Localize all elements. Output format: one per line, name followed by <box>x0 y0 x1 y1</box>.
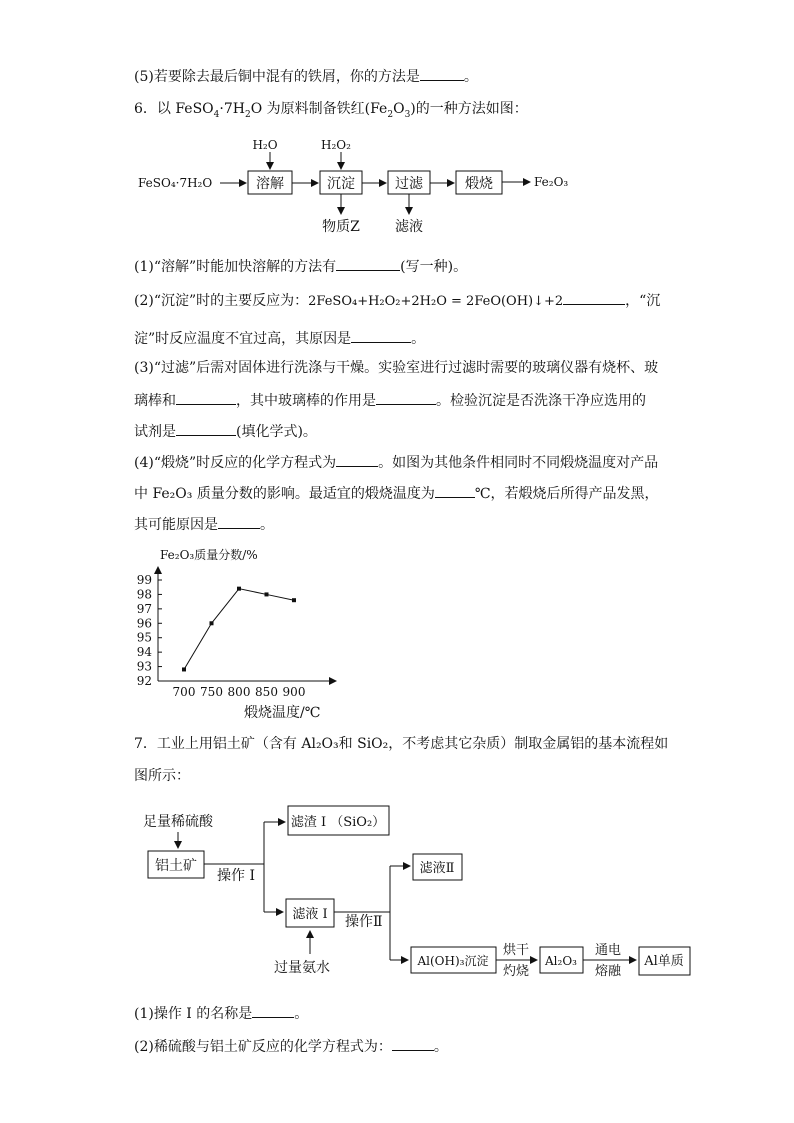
flow-end-label: Fe₂O₃ <box>534 175 569 189</box>
q6-p2-equation: 2FeSO₄+H₂O₂+2H₂O = 2FeO(OH)↓+2 <box>308 294 564 309</box>
q6-p4-text-c: 中 Fe₂O₃ 质量分数的影响。最适宜的煅烧温度为 <box>134 486 435 502</box>
q6-p4-text-b: 。如图为其他条件相同时不同煅烧温度对产品 <box>378 455 659 471</box>
chart-ytick-label: 95 <box>136 630 152 645</box>
chart-xlabel: 煅烧温度/℃ <box>244 705 321 721</box>
flow-output-filtrate: 滤液 <box>395 219 423 235</box>
chart-xtick-label: 700 <box>172 685 196 699</box>
q6-sub2b: 2 <box>387 109 394 120</box>
flow-step-dissolve: 溶解 <box>256 176 284 192</box>
q6-p4-text-f: 。 <box>260 517 274 533</box>
q7-oxide: Al₂O₃ <box>545 954 577 968</box>
q6-p2-text: (2)“沉淀”时的主要反应为： <box>134 293 309 309</box>
q6-p4-text-a: (4)“煅烧”时反应的化学方程式为 <box>134 455 337 471</box>
q5-end: 。 <box>463 69 478 85</box>
q6-p3-text-c: ，其中玻璃棒的作用是 <box>236 393 376 409</box>
q7-p2-end: 。 <box>433 1039 448 1055</box>
q7-elec1: 通电 <box>594 943 622 958</box>
flow-input-h2o2: H₂O₂ <box>321 138 351 152</box>
q7-dry1: 烘干 <box>502 943 530 958</box>
q7-residue: 滤渣 I （SiO₂） <box>290 815 386 830</box>
flow-step-calcine: 煅烧 <box>465 176 493 192</box>
chart-ytick-label: 94 <box>136 645 152 660</box>
q6-title-mid3: O <box>393 101 405 117</box>
q7-p1-text: (1)操作 I 的名称是 <box>134 1006 253 1022</box>
q6-p1-text: (1)“溶解”时能加快溶解的方法有 <box>134 259 337 275</box>
q6-p2-text2: 淀”时反应温度不宜过高，其原因是 <box>134 331 352 347</box>
q7-p2 <box>134 1036 448 1056</box>
q7-precip: Al(OH)₃沉淀 <box>417 954 489 968</box>
chart-xtick-label: 750 <box>200 685 223 699</box>
q7-filtrate1: 滤液 I <box>292 907 328 922</box>
q6-p3-line1: (3)“过滤”后需对固体进行洗涤与干燥。实验室进行过滤时需要的玻璃仪器有烧杯、玻 <box>134 360 659 376</box>
q6-p3-text-d: 。检验沉淀是否洗涤干净应选用的 <box>436 393 646 409</box>
q6-title-mid2: O 为原料制备铁红(Fe <box>250 101 388 117</box>
flow-start-label: FeSO₄·7H₂O <box>138 176 213 190</box>
chart-ylabel: Fe₂O₃质量分数/% <box>160 548 258 562</box>
q6-sub2: 2 <box>244 109 251 120</box>
q6-p2-tail: ，“沉 <box>625 293 661 309</box>
chart-ytick-label: 96 <box>136 616 152 631</box>
flow-input-water: H₂O <box>252 138 278 152</box>
flow-step-precipitate: 沉淀 <box>327 176 355 192</box>
q7-p1 <box>134 1003 308 1023</box>
q7-ore: 铝土矿 <box>155 858 197 874</box>
q7-title2: 图所示： <box>134 768 190 784</box>
q7-p2-text: (2)稀硫酸与铝土矿反应的化学方程式为： <box>134 1039 392 1055</box>
q7-p2-blank[interactable] <box>392 1036 434 1051</box>
q6-title-mid: ·7H <box>219 101 245 117</box>
q6-title-post: )的一种方法如图： <box>410 101 528 117</box>
q6-p2-end: 。 <box>411 331 426 347</box>
q7-title1: 7．工业上用铝土矿（含有 Al₂O₃和 SiO₂，不考虑其它杂质）制取金属铝的基本流程如 <box>134 736 669 752</box>
q6-p3-text-e: 试剂是 <box>134 424 176 440</box>
q7-ammonia: 过量氨水 <box>274 960 330 976</box>
chart-ytick-label: 98 <box>136 587 152 602</box>
q6-p4-text-e: 其可能原因是 <box>134 517 218 533</box>
flow-step-filter: 过滤 <box>395 176 423 192</box>
q7-metal: Al单质 <box>644 954 684 969</box>
q5-text: (5)若要除去最后铜中混有的铁屑，你的方法是 <box>134 69 420 85</box>
chart-xtick-label: 800 <box>227 685 251 699</box>
q6-p1-end: (写一种)。 <box>400 259 468 275</box>
q6-sub3: 3 <box>404 109 411 120</box>
chart-ytick-label: 92 <box>136 674 152 688</box>
chart-ytick-label: 97 <box>136 601 152 616</box>
q6-p3-text-f: (填化学式)。 <box>236 424 317 440</box>
q6-p4-text-d: ℃，若煅烧后所得产品发黑， <box>474 486 659 502</box>
q6-sub4: 4 <box>213 109 220 120</box>
q7-op1: 操作 I <box>217 868 255 884</box>
q7-dry2: 灼烧 <box>502 964 530 979</box>
q7-acid: 足量稀硫酸 <box>143 814 213 830</box>
chart-ytick-label: 93 <box>136 659 152 674</box>
chart-xtick-label: 900 <box>282 685 306 699</box>
q7-op2: 操作Ⅱ <box>345 914 383 930</box>
q7-filtrate2: 滤液Ⅱ <box>419 861 455 876</box>
chart-xtick-label: 850 <box>255 685 278 699</box>
flow-output-z: 物质Z <box>322 219 360 235</box>
q6-title-pre: 6．以 FeSO <box>134 101 214 117</box>
chart-ytick-label: 99 <box>136 573 152 587</box>
q7-p1-blank[interactable] <box>252 1003 294 1018</box>
q7-p1-end: 。 <box>294 1006 309 1022</box>
q6-p3-text-b: 璃棒和 <box>134 393 176 409</box>
q7-elec2: 熔融 <box>594 964 622 979</box>
